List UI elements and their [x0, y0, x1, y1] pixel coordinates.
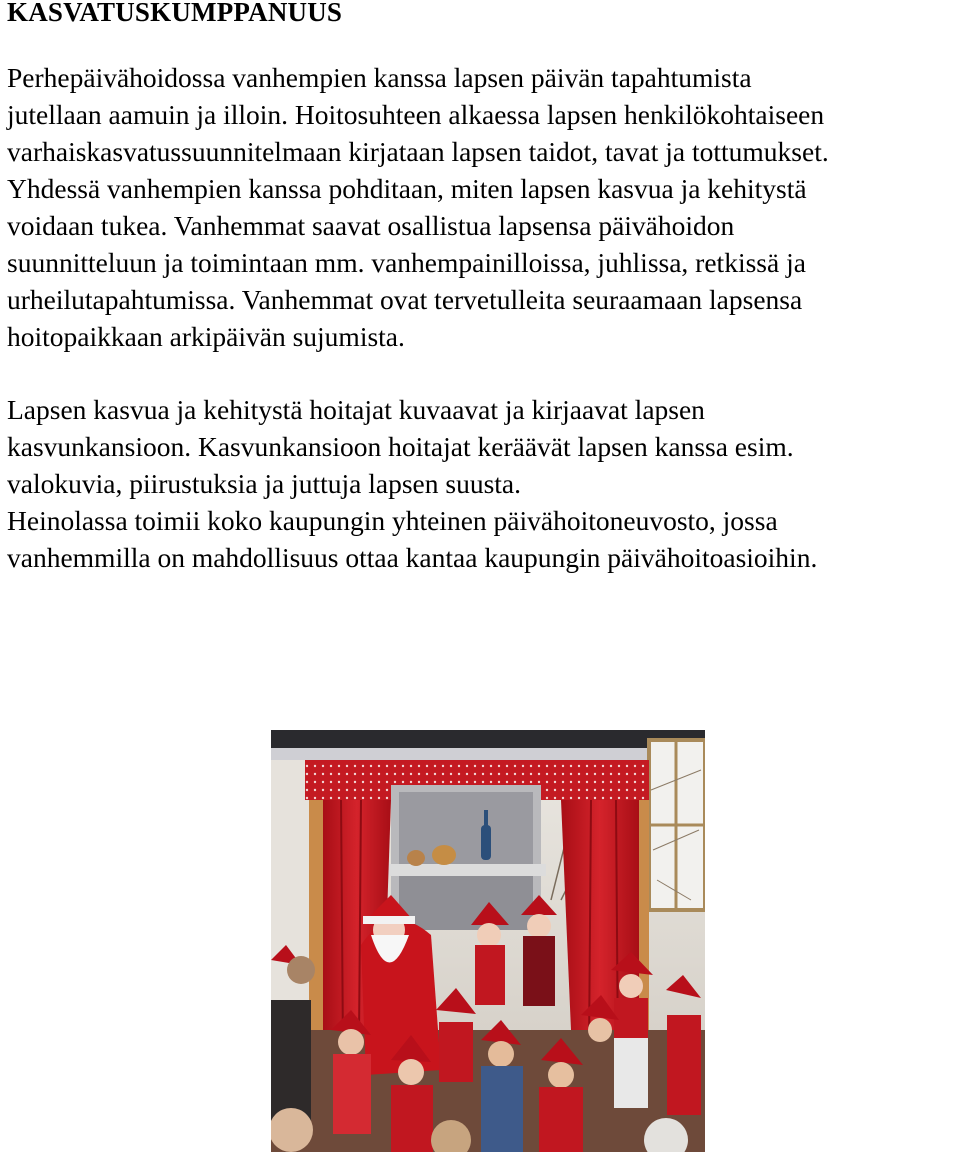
text-line: suunnitteluun ja toimintaan mm. vanhempainilloissa, juhlissa, retkissä ja: [7, 247, 806, 278]
text-line: Perhepäivähoidossa vanhempien kanssa lapsen päivän tapahtumista: [7, 62, 752, 93]
text-line: urheilutapahtumissa. Vanhemmat ovat tervetulleita seuraamaan lapsensa: [7, 284, 803, 315]
text-line: voidaan tukea. Vanhemmat saavat osallistua lapsensa päivähoidon: [7, 210, 735, 241]
text-line: kasvunkansioon. Kasvunkansioon hoitajat keräävät lapsen kanssa esim.: [7, 431, 794, 462]
paragraph-daycare-council: [7, 502, 957, 576]
text-line: hoitopaikkaan arkipäivän sujumista.: [7, 321, 405, 352]
text-line: Heinolassa toimii koko kaupungin yhteinen päivähoitoneuvosto, jossa: [7, 505, 778, 536]
text-line: valokuvia, piirustuksia ja juttuja lapsen suusta.: [7, 468, 522, 499]
text-line: Yhdessä vanhempien kanssa pohditaan, miten lapsen kasvua ja kehitystä: [7, 173, 807, 204]
photo-illustration: [271, 730, 705, 1152]
text-line: jutellaan aamuin ja illoin. Hoitosuhteen alkaessa lapsen henkilökohtaiseen: [7, 99, 825, 130]
paragraph-parent-partnership: [7, 59, 957, 355]
text-line: Lapsen kasvua ja kehitystä hoitajat kuvaavat ja kirjaavat lapsen: [7, 394, 705, 425]
text-line: varhaiskasvatussuunnitelmaan kirjataan lapsen taidot, tavat ja tottumukset.: [7, 136, 829, 167]
christmas-party-photo: [271, 730, 705, 1152]
page-title: KASVATUSKUMPPANUUS: [7, 0, 343, 27]
text-line: vanhemmilla on mahdollisuus ottaa kantaa kaupungin päivähoitoasioihin.: [7, 542, 818, 573]
paragraph-growth-folder: [7, 391, 957, 502]
